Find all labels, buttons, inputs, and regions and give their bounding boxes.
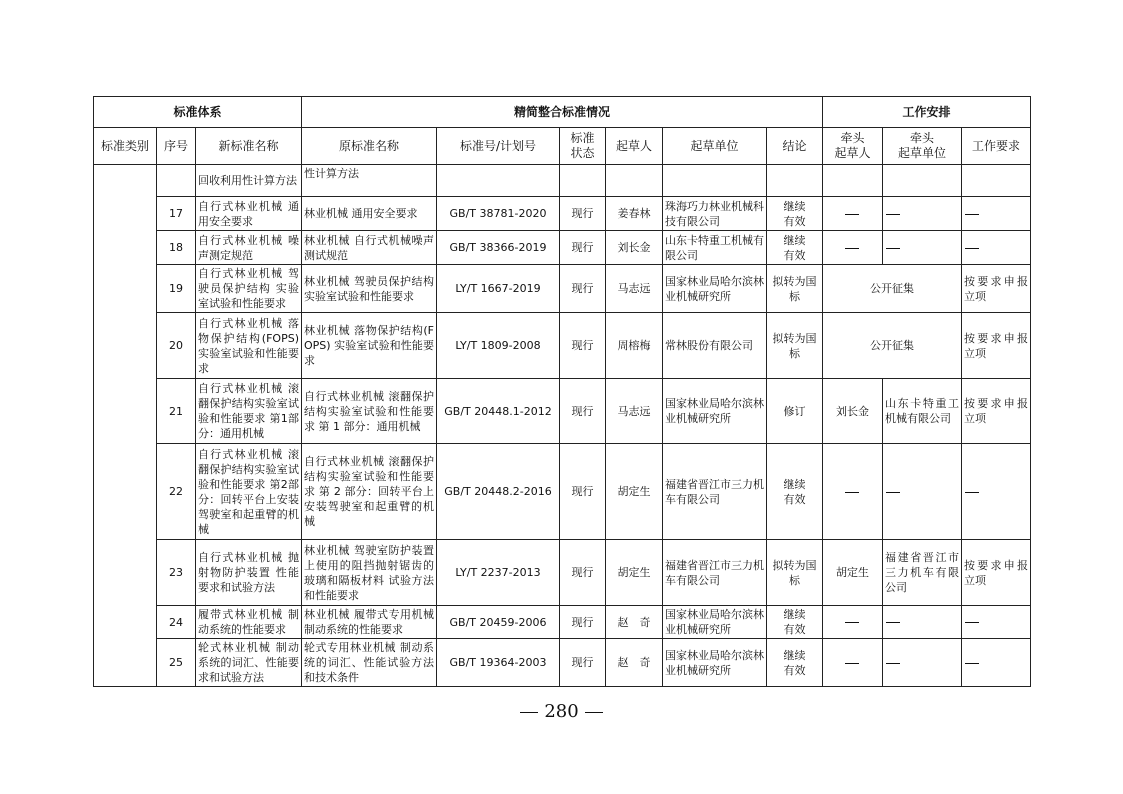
table-row xyxy=(94,639,1031,687)
dash-placeholder xyxy=(886,492,900,493)
drafter-cell: 刘长金 xyxy=(606,231,663,265)
lead-drafter-cell: 胡定生 xyxy=(823,540,883,606)
std-no-cell: LY/T 1809-2008 xyxy=(437,313,560,379)
dash-placeholder xyxy=(965,663,979,664)
new-name-cell: 自行式林业机械 驾驶员保护结构 实验室试验和性能要求 xyxy=(196,265,302,313)
drafter-cell: 赵 奇 xyxy=(606,639,663,687)
col-requirement: 工作要求 xyxy=(962,128,1031,165)
orig-name-cell: 自行式林业机械 滚翻保护结构实验室试验和性能要求 第 2 部分：回转平台上安装驾驶室和起重臂的机械 xyxy=(302,444,437,540)
drafter-cell: 姜春林 xyxy=(606,197,663,231)
status-cell: 现行 xyxy=(560,606,606,639)
col-new-name: 新标准名称 xyxy=(196,128,302,165)
std-no-cell: GB/T 38366-2019 xyxy=(437,231,560,265)
lead-drafter-cell: 刘长金 xyxy=(823,379,883,444)
drafter-cell: 赵 奇 xyxy=(606,606,663,639)
table-row xyxy=(94,444,1031,540)
drafter-unit-cell: 国家林业局哈尔滨林业机械研究所 xyxy=(663,265,767,313)
lead-unit-cell: 福建省晋江市三力机车有限公司 xyxy=(883,540,962,606)
drafter-unit-cell: 国家林业局哈尔滨林业机械研究所 xyxy=(663,606,767,639)
orig-name-cell: 自行式林业机械 滚翻保护结构实验室试验和性能要求 第 1 部分：通用机械 xyxy=(302,379,437,444)
drafter-unit-cell: 福建省晋江市三力机车有限公司 xyxy=(663,444,767,540)
requirement-cell xyxy=(962,197,1031,231)
conclusion-cell: 继续 有效 xyxy=(767,231,823,265)
status-cell: 现行 xyxy=(560,197,606,231)
page-number: 280 xyxy=(544,701,579,722)
table-body xyxy=(94,165,1031,687)
lead-drafter-cell xyxy=(823,165,883,197)
dash-placeholder xyxy=(965,214,979,215)
work-arrangement-merged-cell: 公开征集 xyxy=(823,313,962,379)
orig-name-cell: 林业机械 通用安全要求 xyxy=(302,197,437,231)
drafter-unit-cell: 福建省晋江市三力机车有限公司 xyxy=(663,540,767,606)
col-conclusion: 结论 xyxy=(767,128,823,165)
lead-unit-cell xyxy=(883,444,962,540)
std-no-cell: GB/T 20459-2006 xyxy=(437,606,560,639)
seq-cell: 20 xyxy=(157,313,196,379)
status-cell: 现行 xyxy=(560,639,606,687)
page-footer xyxy=(0,701,1123,722)
lead-drafter-cell xyxy=(823,639,883,687)
table-row xyxy=(94,231,1031,265)
new-name-cell: 自行式林业机械 滚翻保护结构实验室试验和性能要求 第2部分：回转平台上安装驾驶室和起重臂的机械 xyxy=(196,444,302,540)
footer-dash-left xyxy=(520,712,538,713)
std-no-cell: GB/T 19364-2003 xyxy=(437,639,560,687)
drafter-unit-cell: 国家林业局哈尔滨林业机械研究所 xyxy=(663,639,767,687)
orig-name-cell: 林业机械 履带式专用机械 制动系统的性能要求 xyxy=(302,606,437,639)
seq-cell: 17 xyxy=(157,197,196,231)
dash-placeholder xyxy=(965,248,979,249)
work-arrangement-merged-cell: 公开征集 xyxy=(823,265,962,313)
col-drafter-unit: 起草单位 xyxy=(663,128,767,165)
lead-unit-cell: 山东卡特重工机械有限公司 xyxy=(883,379,962,444)
new-name-cell: 自行式林业机械 滚翻保护结构实验室试验和性能要求 第1部分：通用机械 xyxy=(196,379,302,444)
requirement-cell xyxy=(962,639,1031,687)
dash-placeholder xyxy=(845,663,859,664)
lead-unit-cell xyxy=(883,231,962,265)
orig-name-cell: 林业机械 自行式机械噪声测试规范 xyxy=(302,231,437,265)
requirement-cell: 按要求申报立项 xyxy=(962,313,1031,379)
new-name-cell: 回收利用性计算方法 xyxy=(196,165,302,197)
conclusion-cell: 继续 有效 xyxy=(767,197,823,231)
col-seq: 序号 xyxy=(157,128,196,165)
status-cell: 现行 xyxy=(560,379,606,444)
conclusion-cell: 继续 有效 xyxy=(767,639,823,687)
dash-placeholder xyxy=(965,492,979,493)
lead-drafter-cell xyxy=(823,444,883,540)
group-header-work: 工作安排 xyxy=(823,97,1031,128)
drafter-unit-cell: 山东卡特重工机械有限公司 xyxy=(663,231,767,265)
table-row-continued xyxy=(94,165,1031,197)
dash-placeholder xyxy=(845,622,859,623)
status-cell: 现行 xyxy=(560,265,606,313)
seq-cell xyxy=(157,165,196,197)
drafter-cell xyxy=(606,165,663,197)
drafter-unit-cell: 珠海巧力林业机械科技有限公司 xyxy=(663,197,767,231)
seq-cell: 18 xyxy=(157,231,196,265)
dash-placeholder xyxy=(845,214,859,215)
std-no-cell: GB/T 20448.1-2012 xyxy=(437,379,560,444)
col-drafter: 起草人 xyxy=(606,128,663,165)
table-row xyxy=(94,379,1031,444)
col-category: 标准类别 xyxy=(94,128,157,165)
drafter-cell: 马志远 xyxy=(606,379,663,444)
status-cell: 现行 xyxy=(560,540,606,606)
table-row xyxy=(94,265,1031,313)
conclusion-cell xyxy=(767,165,823,197)
table-row xyxy=(94,606,1031,639)
col-lead-unit: 牵头 起草单位 xyxy=(883,128,962,165)
lead-drafter-cell xyxy=(823,231,883,265)
drafter-cell: 胡定生 xyxy=(606,540,663,606)
requirement-cell: 按要求申报立项 xyxy=(962,540,1031,606)
orig-name-cell: 林业机械 驾驶室防护装置上使用的阻挡抛射锯齿的玻璃和隔板材料 试验方法和性能要求 xyxy=(302,540,437,606)
lead-unit-cell xyxy=(883,165,962,197)
orig-name-cell: 林业机械 落物保护结构(FOPS) 实验室试验和性能要求 xyxy=(302,313,437,379)
new-name-cell: 自行式林业机械 通用安全要求 xyxy=(196,197,302,231)
drafter-cell: 周榕梅 xyxy=(606,313,663,379)
standards-table xyxy=(93,96,1031,687)
requirement-cell xyxy=(962,444,1031,540)
dash-placeholder xyxy=(845,492,859,493)
group-header-system: 标准体系 xyxy=(94,97,302,128)
dash-placeholder xyxy=(886,248,900,249)
lead-drafter-cell xyxy=(823,606,883,639)
seq-cell: 23 xyxy=(157,540,196,606)
new-name-cell: 自行式林业机械 噪声测定规范 xyxy=(196,231,302,265)
seq-cell: 24 xyxy=(157,606,196,639)
lead-drafter-cell xyxy=(823,197,883,231)
conclusion-cell: 拟转为国标 xyxy=(767,540,823,606)
dash-placeholder xyxy=(886,622,900,623)
std-no-cell xyxy=(437,165,560,197)
category-cell xyxy=(94,165,157,687)
seq-cell: 25 xyxy=(157,639,196,687)
status-cell: 现行 xyxy=(560,313,606,379)
drafter-cell: 马志远 xyxy=(606,265,663,313)
orig-name-cell: 轮式专用林业机械 制动系统的词汇、性能试验方法和技术条件 xyxy=(302,639,437,687)
seq-cell: 22 xyxy=(157,444,196,540)
col-lead-drafter: 牵头 起草人 xyxy=(823,128,883,165)
table-row xyxy=(94,197,1031,231)
table-row xyxy=(94,540,1031,606)
drafter-cell: 胡定生 xyxy=(606,444,663,540)
orig-name-cell: 性计算方法 xyxy=(302,165,437,197)
footer-dash-right xyxy=(585,712,603,713)
col-std-no: 标准号/计划号 xyxy=(437,128,560,165)
requirement-cell xyxy=(962,165,1031,197)
requirement-cell xyxy=(962,231,1031,265)
conclusion-cell: 拟转为国标 xyxy=(767,313,823,379)
requirement-cell: 按要求申报立项 xyxy=(962,379,1031,444)
group-header-integration: 精简整合标准情况 xyxy=(302,97,823,128)
drafter-unit-cell: 常林股份有限公司 xyxy=(663,313,767,379)
seq-cell: 21 xyxy=(157,379,196,444)
new-name-cell: 自行式林业机械 落物保护结构(FOPS)实验室试验和性能要求 xyxy=(196,313,302,379)
seq-cell: 19 xyxy=(157,265,196,313)
std-no-cell: GB/T 20448.2-2016 xyxy=(437,444,560,540)
orig-name-cell: 林业机械 驾驶员保护结构 实验室试验和性能要求 xyxy=(302,265,437,313)
dash-placeholder xyxy=(886,663,900,664)
requirement-cell: 按要求申报立项 xyxy=(962,265,1031,313)
col-status: 标准 状态 xyxy=(560,128,606,165)
lead-unit-cell xyxy=(883,639,962,687)
drafter-unit-cell xyxy=(663,165,767,197)
std-no-cell: LY/T 1667-2019 xyxy=(437,265,560,313)
drafter-unit-cell: 国家林业局哈尔滨林业机械研究所 xyxy=(663,379,767,444)
conclusion-cell: 拟转为国标 xyxy=(767,265,823,313)
status-cell: 现行 xyxy=(560,231,606,265)
conclusion-cell: 继续 有效 xyxy=(767,444,823,540)
new-name-cell: 轮式林业机械 制动系统的词汇、性能要求和试验方法 xyxy=(196,639,302,687)
dash-placeholder xyxy=(845,248,859,249)
new-name-cell: 自行式林业机械 抛射物防护装置 性能要求和试验方法 xyxy=(196,540,302,606)
dash-placeholder xyxy=(965,622,979,623)
conclusion-cell: 继续 有效 xyxy=(767,606,823,639)
col-orig-name: 原标准名称 xyxy=(302,128,437,165)
lead-unit-cell xyxy=(883,606,962,639)
status-cell xyxy=(560,165,606,197)
conclusion-cell: 修订 xyxy=(767,379,823,444)
std-no-cell: LY/T 2237-2013 xyxy=(437,540,560,606)
new-name-cell: 履带式林业机械 制动系统的性能要求 xyxy=(196,606,302,639)
dash-placeholder xyxy=(886,214,900,215)
requirement-cell xyxy=(962,606,1031,639)
status-cell: 现行 xyxy=(560,444,606,540)
std-no-cell: GB/T 38781-2020 xyxy=(437,197,560,231)
table-row xyxy=(94,313,1031,379)
lead-unit-cell xyxy=(883,197,962,231)
